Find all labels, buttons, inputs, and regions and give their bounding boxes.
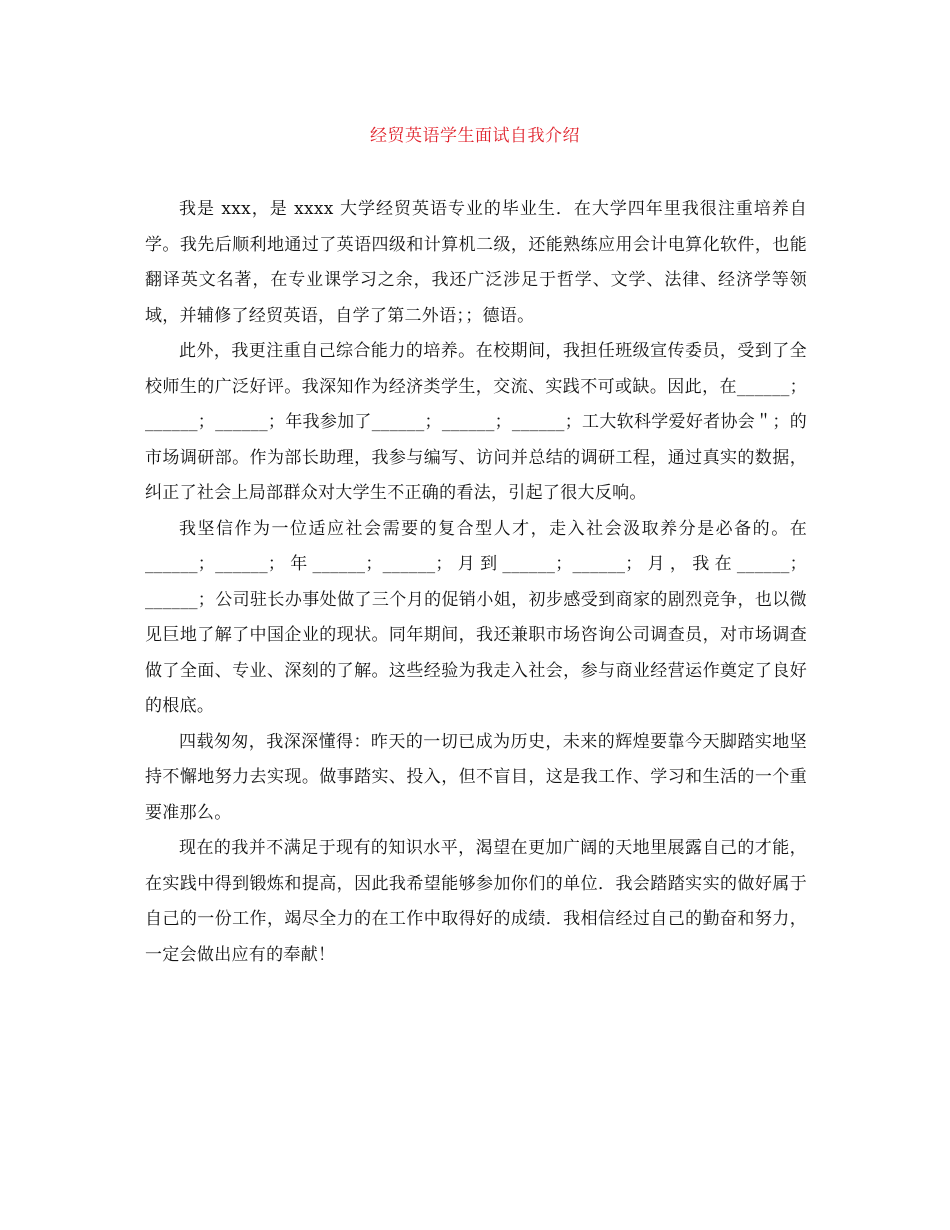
document-body bbox=[145, 192, 807, 973]
paragraph-abilities: 此外，我更注重自己综合能力的培养。在校期间，我担任班级宣传委员，受到了全校师生的广泛好评。我深知作为经济类学生，交流、实践不可或缺。因此，在______；______；______；年我参加了______；______；______；工大软科学爱好者协会＂；的市场调研部。作为部长助理，我参与编写、访问并总结的调研工程，通过真实的数据，纠正了社会上局部群众对大学生不正确的看法，引起了很大反响。 bbox=[145, 341, 807, 503]
paragraph-principles: 四载匆匆，我深深懂得：昨天的一切已成为历史，未来的辉煌要靠今天脚踏实地坚持不懈地努力去实现。做事踏实、投入，但不盲目，这是我工作、学习和生活的一个重要准那么。 bbox=[145, 731, 807, 823]
paragraph-education: 我是 xxx，是 xxxx 大学经贸英语专业的毕业生．在大学四年里我很注重培养自学。我先后顺利地通过了英语四级和计算机二级，还能熟练应用会计电算化软件，也能翻译英文名著，在专业课学习之余，我还广泛涉足于哲学、文学、法律、经济学等领域，并辅修了经贸英语，自学了第二外语；；德语。 bbox=[145, 199, 807, 326]
paragraph-closing: 现在的我并不满足于现有的知识水平，渴望在更加广阔的天地里展露自己的才能，在实践中得到锻炼和提高，因此我希望能够参加你们的单位．我会踏踏实实的做好属于自己的一份工作，竭尽全力的在工作中取得好的成绩．我相信经过自己的勤奋和努力，一定会做出应有的奉献！ bbox=[145, 838, 807, 965]
document-title: 经贸英语学生面试自我介绍 bbox=[370, 126, 580, 146]
paragraph-experience: 我坚信作为一位适应社会需要的复合型人才，走入社会汲取养分是必备的。在______；______；年______；______；月到______；______；月，我在______；______；公司驻长办事处做了三个月的促销小姐，初步感受到商家的剧烈竞争，也以微见巨地了解了中国企业的现状。同年期间，我还兼职市场咨询公司调查员，对市场调查做了全面、专业、深刻的了解。这些经验为我走入社会，参与商业经营运作奠定了良好的根底。 bbox=[145, 518, 807, 716]
